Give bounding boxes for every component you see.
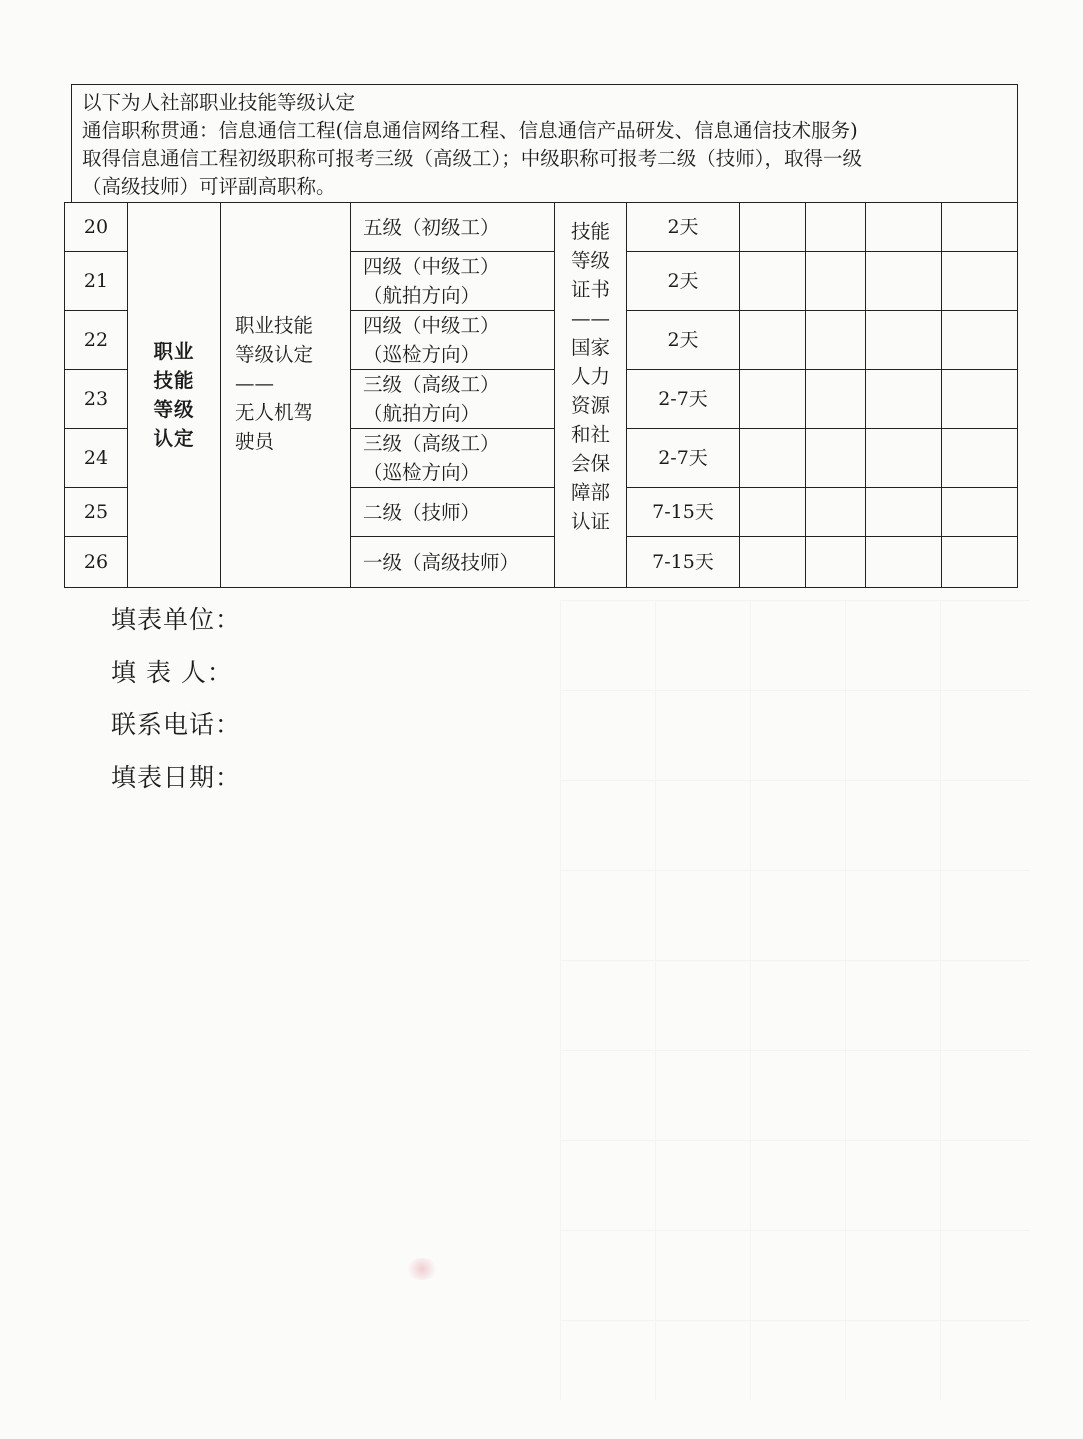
note-line-1: 以下为人社部职业技能等级认定 [82, 91, 356, 114]
fill-person-label: 填 表 人： [111, 658, 233, 687]
cert-text: 证书 [570, 278, 610, 301]
empty-cell [740, 252, 806, 311]
level-text: （巡检方向） [363, 461, 481, 484]
cert-text: —— [571, 307, 610, 330]
type-text: 等级认定 [235, 343, 314, 366]
duration-cell: 2天 [627, 203, 740, 252]
empty-cell [866, 537, 942, 588]
row-number: 23 [65, 370, 128, 429]
level-cell [351, 311, 555, 370]
certification-table [64, 202, 1018, 588]
empty-cell [740, 311, 806, 370]
notes-box [71, 84, 1018, 202]
category-text: 认定 [153, 427, 195, 450]
category-cell [128, 203, 221, 588]
empty-cell [942, 429, 1018, 488]
show-through-texture [560, 600, 1030, 1400]
empty-cell [866, 370, 942, 429]
row-number: 20 [65, 203, 128, 252]
row-number: 24 [65, 429, 128, 488]
empty-cell [740, 429, 806, 488]
duration-cell: 2天 [627, 311, 740, 370]
note-line-3: 取得信息通信工程初级职称可报考三级（高级工）；中级职称可报考二级（技师），取得一级 [82, 147, 863, 170]
empty-cell [866, 203, 942, 252]
category-text: 职业 [153, 340, 195, 363]
duration-cell: 2-7天 [627, 370, 740, 429]
empty-cell [806, 311, 866, 370]
row-number: 25 [65, 488, 128, 537]
empty-cell [942, 537, 1018, 588]
cert-text: 资源 [570, 394, 610, 417]
type-text: —— [235, 372, 274, 395]
contact-phone-label: 联系电话： [111, 710, 242, 739]
level-text: 五级（初级工） [363, 215, 500, 239]
cert-text: 认证 [570, 510, 610, 533]
duration-cell: 7-15天 [627, 537, 740, 588]
fill-unit-label: 填表单位： [111, 605, 242, 634]
cert-text: 等级 [570, 249, 610, 272]
duration-cell: 2天 [627, 252, 740, 311]
level-text: （航拍方向） [363, 284, 481, 307]
cert-text: 障部 [570, 481, 610, 504]
empty-cell [806, 488, 866, 537]
level-text: （巡检方向） [363, 343, 481, 366]
level-text: 四级（中级工） [363, 255, 500, 278]
empty-cell [942, 370, 1018, 429]
level-text: 二级（技师） [363, 500, 481, 524]
empty-cell [740, 537, 806, 588]
empty-cell [806, 252, 866, 311]
empty-cell [942, 488, 1018, 537]
category-text: 技能 [153, 369, 195, 392]
empty-cell [866, 311, 942, 370]
cert-text: 和社 [570, 423, 610, 446]
empty-cell [806, 429, 866, 488]
fill-date-label: 填表日期： [111, 763, 242, 792]
level-cell [351, 537, 555, 588]
level-text: （航拍方向） [363, 402, 481, 425]
category-text: 等级 [153, 398, 195, 421]
empty-cell [806, 203, 866, 252]
empty-cell [942, 203, 1018, 252]
level-cell [351, 370, 555, 429]
stamp-residue [405, 1258, 439, 1280]
empty-cell [806, 537, 866, 588]
row-number: 22 [65, 311, 128, 370]
cert-text: 会保 [570, 452, 610, 475]
level-cell [351, 252, 555, 311]
type-cell [221, 203, 351, 588]
empty-cell [740, 488, 806, 537]
row-number: 21 [65, 252, 128, 311]
type-text: 职业技能 [235, 314, 314, 337]
level-cell [351, 488, 555, 537]
empty-cell [740, 370, 806, 429]
cert-text: 技能 [570, 220, 610, 243]
empty-cell [866, 488, 942, 537]
table-row [65, 203, 1018, 252]
duration-cell: 7-15天 [627, 488, 740, 537]
cert-text: 人力 [570, 365, 610, 388]
type-text: 驶员 [235, 430, 275, 453]
empty-cell [740, 203, 806, 252]
level-cell [351, 429, 555, 488]
duration-cell: 2-7天 [627, 429, 740, 488]
cert-text: 国家 [570, 336, 610, 359]
level-text: 四级（中级工） [363, 314, 500, 337]
empty-cell [866, 429, 942, 488]
empty-cell [866, 252, 942, 311]
level-cell [351, 203, 555, 252]
certificate-cell [555, 203, 627, 588]
type-text: 无人机驾 [235, 401, 314, 424]
level-text: 三级（高级工） [363, 432, 500, 455]
row-number: 26 [65, 537, 128, 588]
empty-cell [942, 311, 1018, 370]
empty-cell [806, 370, 866, 429]
empty-cell [942, 252, 1018, 311]
level-text: 三级（高级工） [363, 373, 500, 396]
level-text: 一级（高级技师） [363, 550, 520, 574]
note-line-4: （高级技师）可评副高职称。 [82, 175, 336, 198]
note-line-2: 通信职称贯通：信息通信工程(信息通信网络工程、信息通信产品研发、信息通信技术服务) [82, 119, 858, 142]
